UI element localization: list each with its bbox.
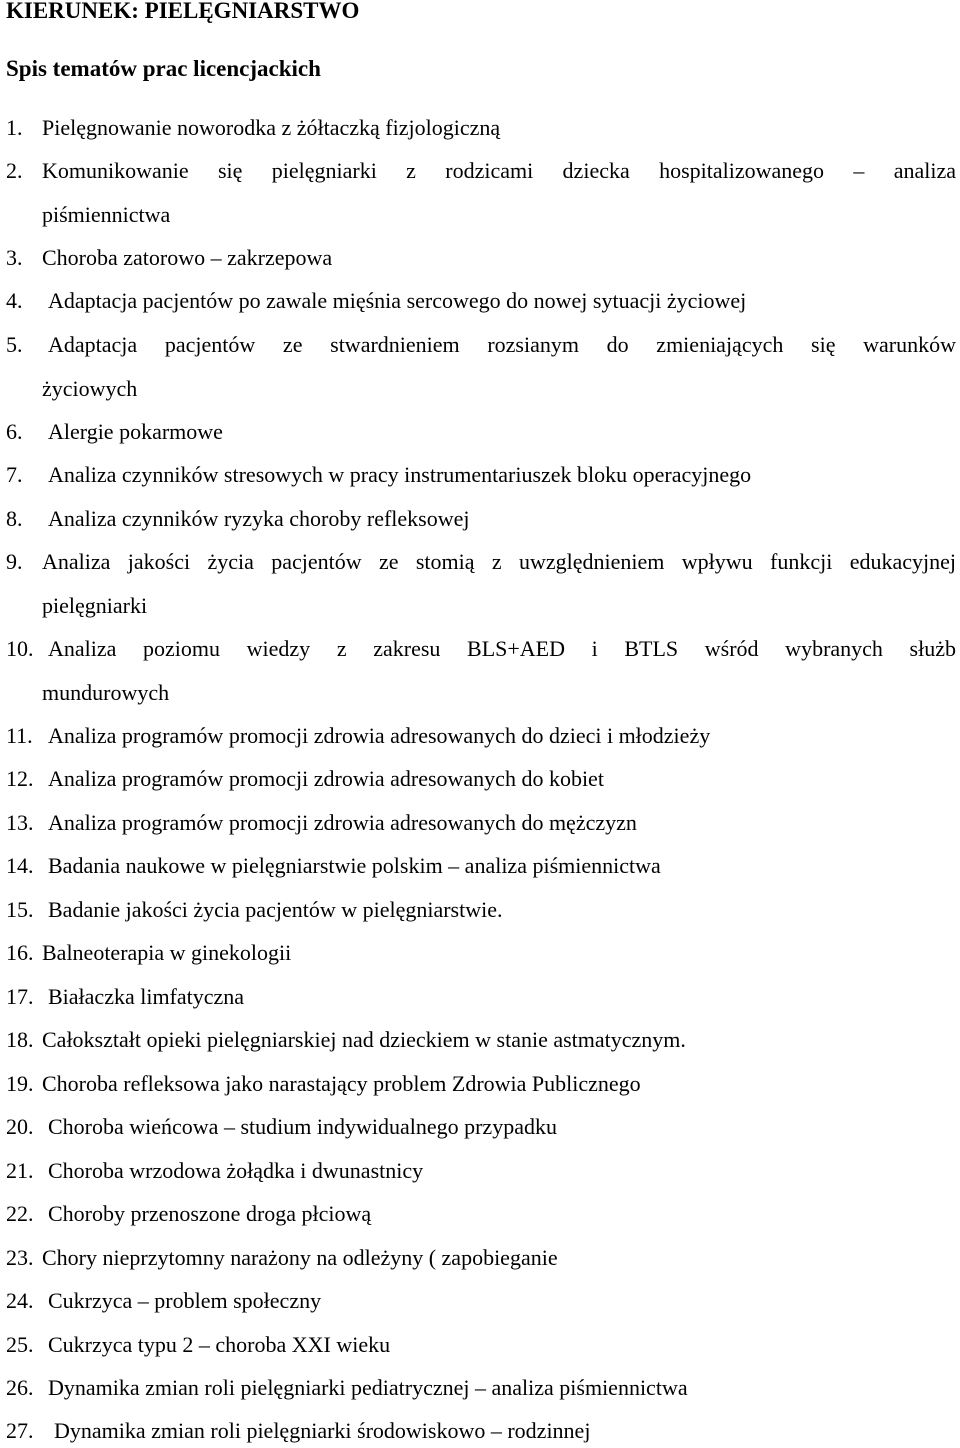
topic-number: 27. — [6, 1418, 34, 1443]
topic-number: 12. — [6, 766, 34, 791]
topic-text: Choroba wieńcowa – studium indywidualnego przypadku — [48, 1114, 557, 1139]
topic-text: Alergie pokarmowe — [48, 419, 223, 444]
topic-number: 26. — [6, 1375, 34, 1400]
topic-text: Choroby przenoszone droga płciową — [48, 1201, 372, 1226]
topic-number: 18. — [6, 1027, 34, 1052]
topic-text-continuation: mundurowych — [42, 680, 170, 705]
topic-text: Adaptacja pacjentów ze stwardnieniem rozsianym do zmieniających się warunków — [48, 332, 956, 357]
topic-text: Komunikowanie się pielęgniarki z rodzicami dziecka hospitalizowanego – analiza — [42, 158, 956, 183]
list-title: Spis tematów prac licencjackich — [6, 56, 321, 81]
topic-text: Całokształt opieki pielęgniarskiej nad dzieckiem w stanie astmatycznym. — [42, 1027, 686, 1052]
topic-number: 20. — [6, 1114, 34, 1139]
topic-number: 13. — [6, 810, 34, 835]
topic-text-continuation: życiowych — [42, 376, 138, 401]
topic-number: 23. — [6, 1245, 34, 1270]
topic-number: 17. — [6, 984, 34, 1009]
topic-number: 22. — [6, 1201, 34, 1226]
topic-number: 11. — [6, 723, 33, 748]
topic-text: Choroba zatorowo – zakrzepowa — [42, 245, 333, 270]
topic-text: Chory nieprzytomny narażony na odleżyny ( zapobieganie — [42, 1245, 558, 1270]
topic-number: 15. — [6, 897, 34, 922]
topic-number: 24. — [6, 1288, 34, 1313]
topic-text: Dynamika zmian roli pielęgniarki środowiskowo – rodzinnej — [54, 1418, 591, 1443]
topic-text-continuation: piśmiennictwa — [42, 202, 171, 227]
topic-number: 2. — [6, 158, 23, 183]
topic-number: 9. — [6, 549, 23, 574]
topic-number: 1. — [6, 115, 23, 140]
topic-number: 3. — [6, 245, 23, 270]
topic-text: Choroba refleksowa jako narastający problem Zdrowia Publicznego — [42, 1071, 641, 1096]
topic-text: Analiza poziomu wiedzy z zakresu BLS+AED i BTLS wśród wybranych służb — [48, 636, 956, 661]
topic-text: Analiza programów promocji zdrowia adresowanych do mężczyzn — [48, 810, 637, 835]
topic-number: 10. — [6, 636, 34, 661]
topic-number: 7. — [6, 462, 23, 487]
topic-text: Analiza czynników ryzyka choroby refleksowej — [48, 506, 470, 531]
topic-text: Badania naukowe w pielęgniarstwie polskim – analiza piśmiennictwa — [48, 853, 661, 878]
topic-text: Adaptacja pacjentów po zawale mięśnia sercowego do nowej sytuacji życiowej — [48, 288, 747, 313]
topic-text: Cukrzyca typu 2 – choroba XXI wieku — [48, 1332, 391, 1357]
topic-text: Dynamika zmian roli pielęgniarki pediatrycznej – analiza piśmiennictwa — [48, 1375, 688, 1400]
topic-text-continuation: pielęgniarki — [42, 593, 148, 618]
topic-number: 4. — [6, 288, 23, 313]
topic-number: 8. — [6, 506, 23, 531]
program-heading: KIERUNEK: PIELĘGNIARSTWO — [6, 0, 360, 23]
topic-text: Analiza programów promocji zdrowia adresowanych do kobiet — [48, 766, 604, 791]
topic-number: 16. — [6, 940, 34, 965]
topic-number: 25. — [6, 1332, 34, 1357]
topic-text: Pielęgnowanie noworodka z żółtaczką fizjologiczną — [42, 115, 501, 140]
topic-number: 19. — [6, 1071, 34, 1096]
topic-text: Białaczka limfatyczna — [48, 984, 245, 1009]
topic-number: 5. — [6, 332, 23, 357]
topic-text: Badanie jakości życia pacjentów w pielęgniarstwie. — [48, 897, 503, 922]
topic-text: Analiza jakości życia pacjentów ze stomią z uwzględnieniem wpływu funkcji edukacyjnej — [42, 549, 956, 574]
topic-text: Balneoterapia w ginekologii — [42, 940, 292, 965]
topic-text: Analiza programów promocji zdrowia adresowanych do dzieci i młodzieży — [48, 723, 711, 748]
topic-number: 14. — [6, 853, 34, 878]
topic-text: Cukrzyca – problem społeczny — [48, 1288, 322, 1313]
topic-number: 6. — [6, 419, 23, 444]
topic-text: Choroba wrzodowa żołądka i dwunastnicy — [48, 1158, 424, 1183]
topic-number: 21. — [6, 1158, 34, 1183]
topic-text: Analiza czynników stresowych w pracy instrumentariuszek bloku operacyjnego — [48, 462, 752, 487]
